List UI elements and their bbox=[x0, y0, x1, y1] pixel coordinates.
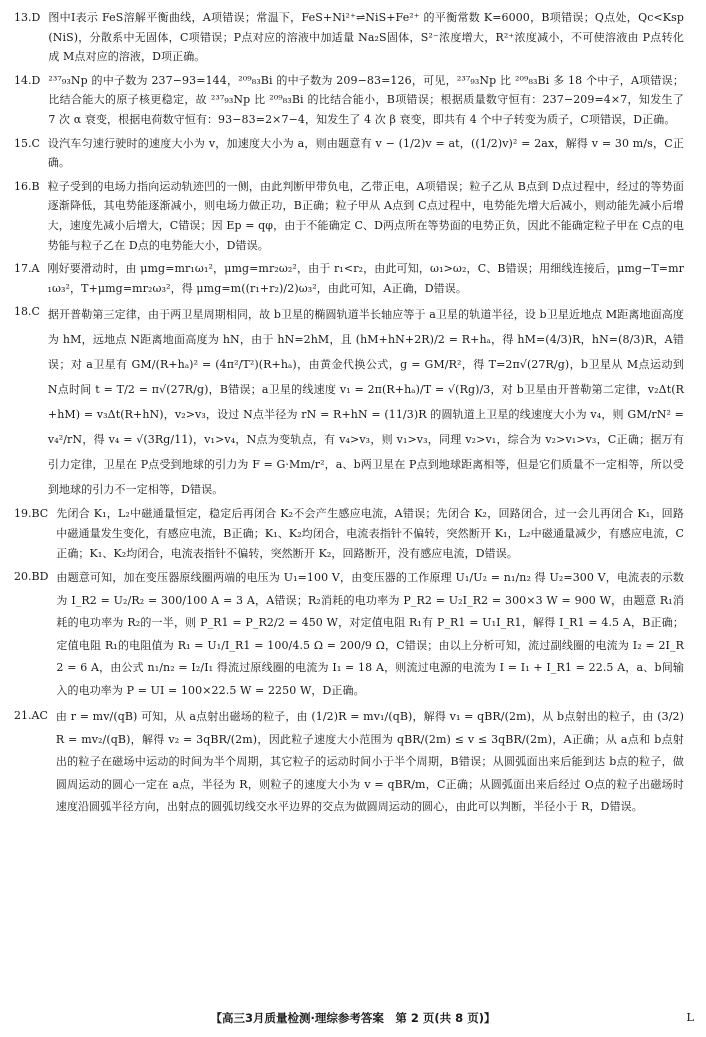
answer-number: 20.BD bbox=[14, 570, 49, 584]
answer-text: ²³⁷₉₃Np 的中子数为 237−93=144，²⁰⁹₈₃Bi 的中子数为 209−83=126，可见，²³⁷₉₃Np 比 ²⁰⁹₈₃Bi 多 18 个中子，A项错误；比结合能大的原子核更稳定，故 ²³⁷₉₃Np 比 ²⁰⁹₈₃Bi 的比结合能小，B项错误；根据质量数守恒有：237−209=4×7，知发生了 7 次 α 衰变，根据电荷数守恒有：93−83=2×7−4，知发生了 4 次 β 衰变，即共有 4 个中子转变为质子，C项错误，D正确。 bbox=[48, 73, 684, 126]
answer-number: 14.D bbox=[14, 73, 41, 87]
answer-text: 据开普勒第三定律，由于两卫星周期相同，故 b卫星的椭圆轨道半长轴应等于 a卫星的轨道半径，设 b卫星近地点 M距离地面高度为 hM，远地点 N距离地面高度为 hN，由于 hN=2hM，且 (hM+hN+2R)/2 = R+hₐ，得 hM=(4/3)R，hN=(8/3)R，A错误；对 a卫星有 GM/(R+hₐ)² = (4π²/T²)(R+hₐ)，由黄金代换公式，g = GM/R²，得 T=2π√(27R/g)，b卫星从 M点运动到 N点时间 t = T/2 = π√(27R/g)，B错误；a卫星的线速度 v₁ = 2π(R+hₐ)/T = √(Rg)/3，对 b卫星由开普勒第二定律，v₂Δt(R+hM) = v₃Δt(R+hN)，v₂>v₃，设过 N点半径为 rN = R+hN = (11/3)R 的圆轨道上卫星的线速度大小为 v₄，则 GM/rN² = v₄²/rN，得 v₄ = √(3Rg/11)，v₁>v₄，N点为变轨点，有 v₄>v₃，则 v₁>v₃，同理 v₂>v₁，综合为 v₂>v₁>v₃，C正确；据万有引力定律，卫星在 P点受到地球的引力为 F = G·Mm/r²，a、b两卫星在 P点到地球距离相等，但是它们质量不一定相等，所以受到地球的引力不一定相等，D错误。 bbox=[47, 308, 684, 497]
answer-number: 13.D bbox=[14, 11, 41, 24]
answer-number: 15.C bbox=[14, 136, 40, 150]
answer-14 bbox=[14, 71, 684, 130]
answer-text: 设汽车匀速行驶时的速度大小为 v，加速度大小为 a，则由题意有 v − (1/2)v = at，((1/2)v)² = 2ax，解得 v = 30 m/s，C正确。 bbox=[47, 136, 684, 170]
answer-number: 16.B bbox=[14, 179, 40, 193]
answer-19 bbox=[14, 504, 684, 563]
answer-21 bbox=[14, 706, 684, 819]
answer-number: 19.BC bbox=[14, 507, 49, 521]
answer-17 bbox=[14, 259, 684, 298]
answer-number: 21.AC bbox=[14, 709, 48, 723]
version-mark: L bbox=[686, 1010, 694, 1024]
answer-text: 先闭合 K₁，L₂中磁通量恒定，稳定后再闭合 K₂不会产生感应电流，A错误；先闭合 K₂，回路闭合，过一会儿再闭合 K₁，回路中磁通量发生变化，有感应电流，B正确；K₁、K₂均闭合，电流表指针不偏转，突然断开 K₁，L₂中磁通量减少，有感应电流，C正确；K₁、K₂均闭合，电流表指针不偏转，突然断开 K₂，回路断开，没有感应电流，D错误。 bbox=[56, 507, 684, 560]
answer-20 bbox=[14, 567, 684, 702]
answer-text: 图中Ⅰ表示 FeS溶解平衡曲线，A项错误；常温下，FeS+Ni²⁺⇌NiS+Fe²⁺ 的平衡常数 K=6000，B项错误；Q点处，Qc<Ksp(NiS)，分散系中无固体，C项错误；P点对应的溶液中加适量 Na₂S固体，S²⁻浓度增大，R²⁺浓度减小，不可使溶液由 P点转化成 M点对应的溶液，D项正确。 bbox=[48, 11, 684, 64]
page-footer: 【高三3月质量检测·理综参考答案 第 2 页(共 8 页)】 bbox=[210, 1011, 496, 1025]
answer-number: 18.C bbox=[14, 305, 40, 319]
answer-number: 17.A bbox=[14, 262, 40, 276]
answer-18 bbox=[14, 302, 684, 502]
answer-15 bbox=[14, 134, 684, 173]
answer-text: 由题意可知，加在变压器原线圈两端的电压为 U₁=100 V，由变压器的工作原理 U₁/U₂ = n₁/n₂ 得 U₂=300 V，电流表的示数为 I_R2 = U₂/R₂ = 300/100 A = 3 A，A错误；R₂消耗的电功率为 P_R2 = U₂I_R2 = 300×3 W = 900 W，由题意 R₁消耗的电功率为 R₂的一半，则 P_R1 = P_R2/2 = 450 W，对定值电阻 R₁有 P_R1 = U₁I_R1，解得 I_R1 = 4.5 A，B正确；定值电阻 R₁的电阻值为 R₁ = U₁/I_R1 = 100/4.5 Ω = 200/9 Ω，C错误；由以上分析可知，流过副线圈的电流为 I₂ = 2I_R2 = 6 A，由公式 n₁/n₂ = I₂/I₁ 得流过原线圈的电流为 I₁ = 18 A，则流过电源的电流为 I = I₁ + I_R1 = 22.5 A，a、b间输入的电功率为 P = UI = 100×22.5 W = 2250 W，D正确。 bbox=[56, 571, 684, 697]
answer-text: 粒子受到的电场力指向运动轨迹凹的一侧，由此判断甲带负电，乙带正电，A项错误；粒子乙从 B点到 D点过程中，经过的等势面逐渐降低，其电势能逐渐减小，则电场力做正功，B正确；粒子甲从 A点到 C点过程中，电势能先增大后减小，则动能先减小后增大，速度先减小后增大，C错误；因 Ep = qφ，由于不能确定 C、D两点所在等势面的电势正负，因此不能确定粒子甲在 C点的电势能与粒子乙在 D点的电势能大小，D错误。 bbox=[47, 179, 684, 252]
answer-16 bbox=[14, 177, 684, 255]
answer-text: 由 r = mv/(qB) 可知，从 a点射出磁场的粒子，由 (1/2)R = mv₁/(qB)，解得 v₁ = qBR/(2m)，从 b点射出的粒子，由 (3/2)R = mv₂/(qB)，解得 v₂ = 3qBR/(2m)，因此粒子速度大小范围为 qBR/(2m) ≤ v ≤ 3qBR/(2m)，A正确；从 a点和 b点射出的粒子在磁场中运动的时间为半个周期，其它粒子的运动时间小于半个周期，B错误；从圆弧面出来后能到达 b点的粒子，做圆周运动的圆心一定在 a点，半径为 R，则粒子的速度大小为 v = qBR/m，C正确；从圆弧面出来后经过 O点的粒子出磁场时速度沿圆弧半径方向，出射点的圆弧切线交水平边界的交点为做圆周运动的圆心，由此可以判断，半径小于 R，D错误。 bbox=[55, 710, 684, 814]
answer-13 bbox=[14, 8, 684, 67]
answer-text: 刚好要滑动时，由 μmg=mr₁ω₁²，μmg=mr₂ω₂²，由于 r₁<r₂，由此可知，ω₁>ω₂，C、B错误；用细线连接后，μmg−T=mr₁ω₃²，T+μmg=mr₂ω₃²，得 μmg=m((r₁+r₂)/2)ω₃²，由此可知，A正确，D错误。 bbox=[47, 262, 684, 295]
